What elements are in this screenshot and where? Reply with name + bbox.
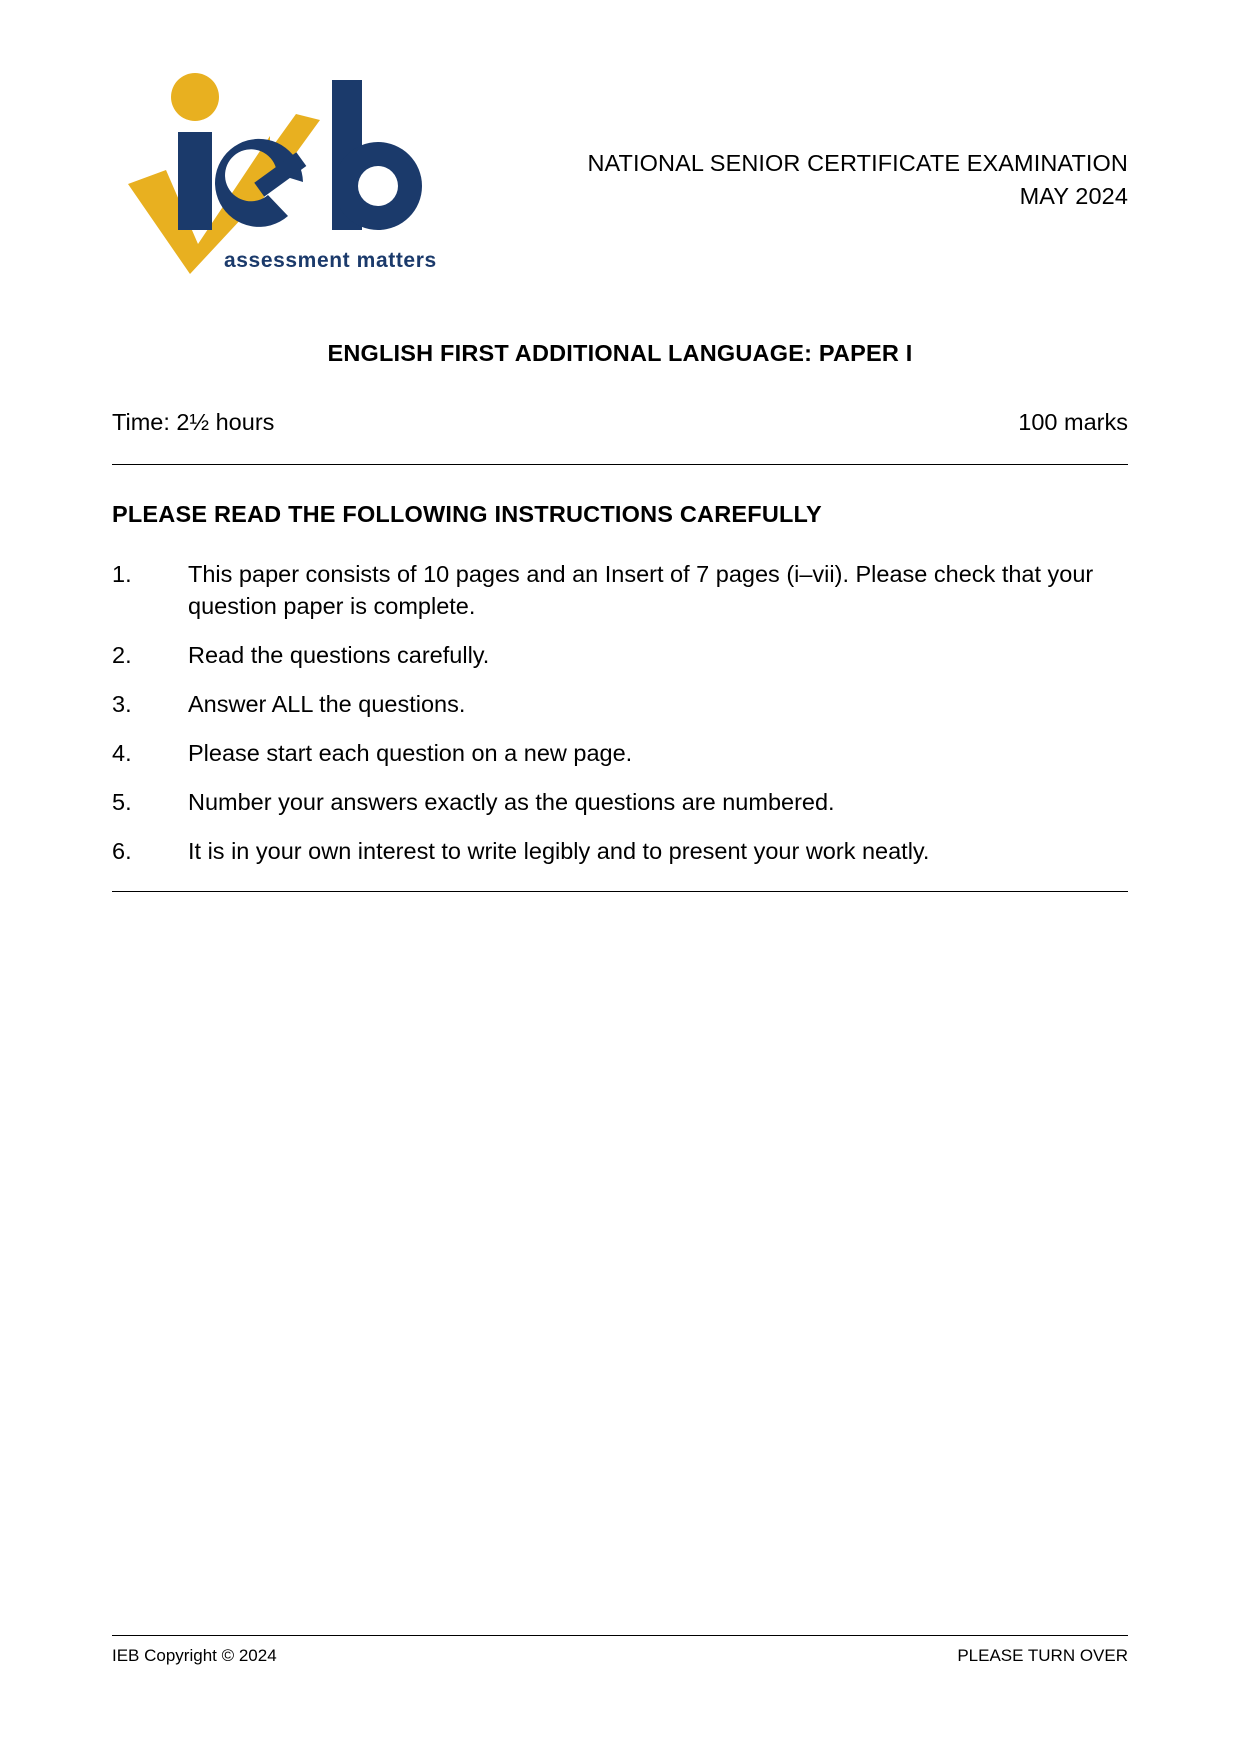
divider-bottom [112, 891, 1128, 892]
exam-name: NATIONAL SENIOR CERTIFICATE EXAMINATION [587, 150, 1128, 176]
exam-total-marks: 100 marks [1018, 409, 1128, 435]
list-item [112, 639, 1128, 671]
list-item [112, 558, 1128, 622]
logo-letter-b [332, 80, 422, 230]
logo-letter-i [178, 132, 212, 230]
turn-over-notice: PLEASE TURN OVER [957, 1646, 1128, 1665]
instructions-list [112, 558, 1128, 867]
page-footer [112, 1635, 1128, 1666]
instruction-text: It is in your own interest to write legibly and to present your work neatly. [188, 838, 930, 864]
exam-date: MAY 2024 [1019, 183, 1128, 209]
instruction-number: 2. [112, 642, 132, 668]
list-item [112, 737, 1128, 769]
copyright-notice: IEB Copyright © 2024 [112, 1646, 277, 1665]
instruction-text: Number your answers exactly as the questions are numbered. [188, 789, 835, 815]
logo-dot [171, 73, 219, 121]
exam-header-text [568, 147, 1128, 213]
instruction-number: 4. [112, 740, 132, 766]
instruction-text: Answer ALL the questions. [188, 691, 466, 717]
instruction-number: 5. [112, 789, 132, 815]
instruction-number: 1. [112, 561, 132, 587]
instruction-text: Please start each question on a new page. [188, 740, 633, 766]
page-title: ENGLISH FIRST ADDITIONAL LANGUAGE: PAPER I [327, 340, 913, 366]
list-item [112, 835, 1128, 867]
list-item [112, 688, 1128, 720]
exam-duration: Time: 2½ hours [112, 409, 275, 435]
instruction-text: This paper consists of 10 pages and an Insert of 7 pages (i–vii). Please check that your question paper is complete. [188, 561, 1094, 619]
exam-meta-row [112, 409, 1128, 436]
instruction-number: 6. [112, 838, 132, 864]
instruction-number: 3. [112, 691, 132, 717]
divider-footer [112, 1635, 1128, 1636]
divider-top [112, 464, 1128, 465]
footer-row [112, 1646, 1128, 1666]
page-header [112, 0, 1128, 300]
instruction-text: Read the questions carefully. [188, 642, 490, 668]
list-item [112, 786, 1128, 818]
instructions-heading: PLEASE READ THE FOLLOWING INSTRUCTIONS CAREFULLY [112, 501, 822, 527]
ieb-logo [120, 62, 450, 280]
logo-tagline: assessment matters [224, 249, 437, 272]
